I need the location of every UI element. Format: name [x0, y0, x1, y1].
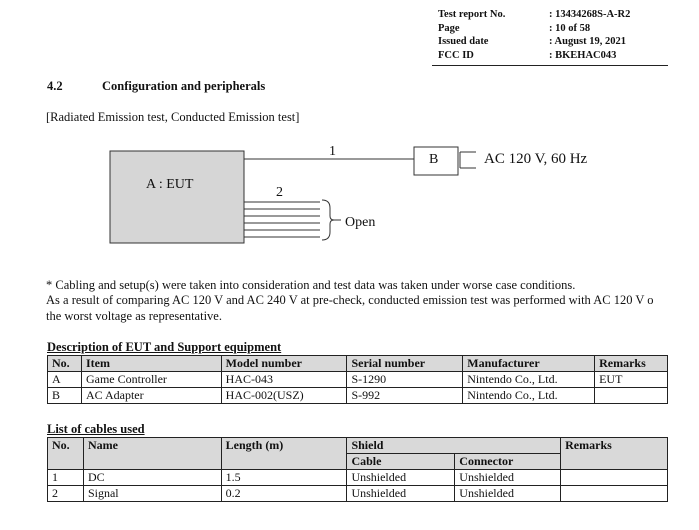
- cell-item: AC Adapter: [81, 388, 221, 404]
- col-header-length: Length (m): [221, 438, 347, 470]
- cell-no: A: [48, 372, 82, 388]
- cell-connector-shield: Unshielded: [455, 470, 561, 486]
- section-title: Configuration and peripherals: [102, 79, 266, 93]
- equipment-table-title: Description of EUT and Support equipment: [47, 340, 282, 354]
- cell-remarks: EUT: [595, 372, 668, 388]
- cables-table: [47, 437, 668, 502]
- cell-serial: S-1290: [347, 372, 463, 388]
- cell-remarks: [561, 470, 668, 486]
- cell-no: B: [48, 388, 82, 404]
- col-header-cable: Cable: [347, 454, 455, 470]
- header-value-report-no: : 13434268S-A-R2: [549, 9, 631, 20]
- note-line-3: the worst voltage as representative.: [46, 309, 222, 323]
- adapter-label: B: [429, 152, 439, 167]
- note-line-1: * Cabling and setup(s) were taken into consideration and test data was taken under worse case conditions.: [46, 278, 576, 292]
- cables-table-title: List of cables used: [47, 422, 145, 436]
- col-header-name: Name: [83, 438, 221, 470]
- col-header-no: No.: [48, 356, 82, 372]
- eut-label: A : EUT: [146, 177, 194, 192]
- cell-cable-shield: Unshielded: [347, 470, 455, 486]
- cell-remarks: [595, 388, 668, 404]
- equipment-header-row: [48, 356, 668, 372]
- cell-item: Game Controller: [81, 372, 221, 388]
- header-label-fcc-id: FCC ID: [438, 49, 474, 61]
- header-value-issued-date: : August 19, 2021: [549, 36, 627, 47]
- cable-2-bundle: [244, 202, 320, 237]
- header-label-issued-date: Issued date: [438, 36, 489, 47]
- cable-1-label: 1: [329, 144, 336, 159]
- cell-model: HAC-002(USZ): [221, 388, 347, 404]
- header-value-fcc-id: : BKEHAC043: [549, 49, 617, 61]
- open-label: Open: [345, 215, 376, 230]
- section-number: 4.2: [47, 79, 63, 93]
- cell-name: DC: [83, 470, 221, 486]
- cell-connector-shield: Unshielded: [455, 486, 561, 502]
- table-row: [48, 388, 668, 404]
- col-header-no: No.: [48, 438, 84, 470]
- table-row: [48, 372, 668, 388]
- col-header-remarks: Remarks: [561, 438, 668, 470]
- note-line-2: As a result of comparing AC 120 V and AC 240 V at pre-check, conducted emission test was performed with AC 120 V o: [46, 293, 654, 307]
- tests-label: [Radiated Emission test, Conducted Emission test]: [46, 110, 300, 124]
- cell-cable-shield: Unshielded: [347, 486, 455, 502]
- col-header-remarks: Remarks: [595, 356, 668, 372]
- cell-length: 1.5: [221, 470, 347, 486]
- cell-remarks: [561, 486, 668, 502]
- table-row: [48, 470, 668, 486]
- col-header-model: Model number: [221, 356, 347, 372]
- cell-manufacturer: Nintendo Co., Ltd.: [463, 372, 595, 388]
- cell-name: Signal: [83, 486, 221, 502]
- table-row: [48, 486, 668, 502]
- header-label-page: Page: [438, 22, 460, 34]
- cell-manufacturer: Nintendo Co., Ltd.: [463, 388, 595, 404]
- col-header-manufacturer: Manufacturer: [463, 356, 595, 372]
- eut-box: [110, 151, 244, 243]
- equipment-table: [47, 355, 668, 404]
- cell-model: HAC-043: [221, 372, 347, 388]
- header-value-page: : 10 of 58: [549, 22, 591, 34]
- cell-no: 1: [48, 470, 84, 486]
- col-header-item: Item: [81, 356, 221, 372]
- cable-2-label: 2: [276, 185, 283, 200]
- cell-length: 0.2: [221, 486, 347, 502]
- col-header-shield: Shield: [347, 438, 561, 454]
- header-label-report-no: Test report No.: [438, 9, 506, 20]
- cables-header-row: [48, 438, 668, 454]
- bundle-brace: [322, 200, 334, 240]
- cell-no: 2: [48, 486, 84, 502]
- cell-serial: S-992: [347, 388, 463, 404]
- col-header-connector: Connector: [455, 454, 561, 470]
- power-label: AC 120 V, 60 Hz: [484, 151, 588, 167]
- col-header-serial: Serial number: [347, 356, 463, 372]
